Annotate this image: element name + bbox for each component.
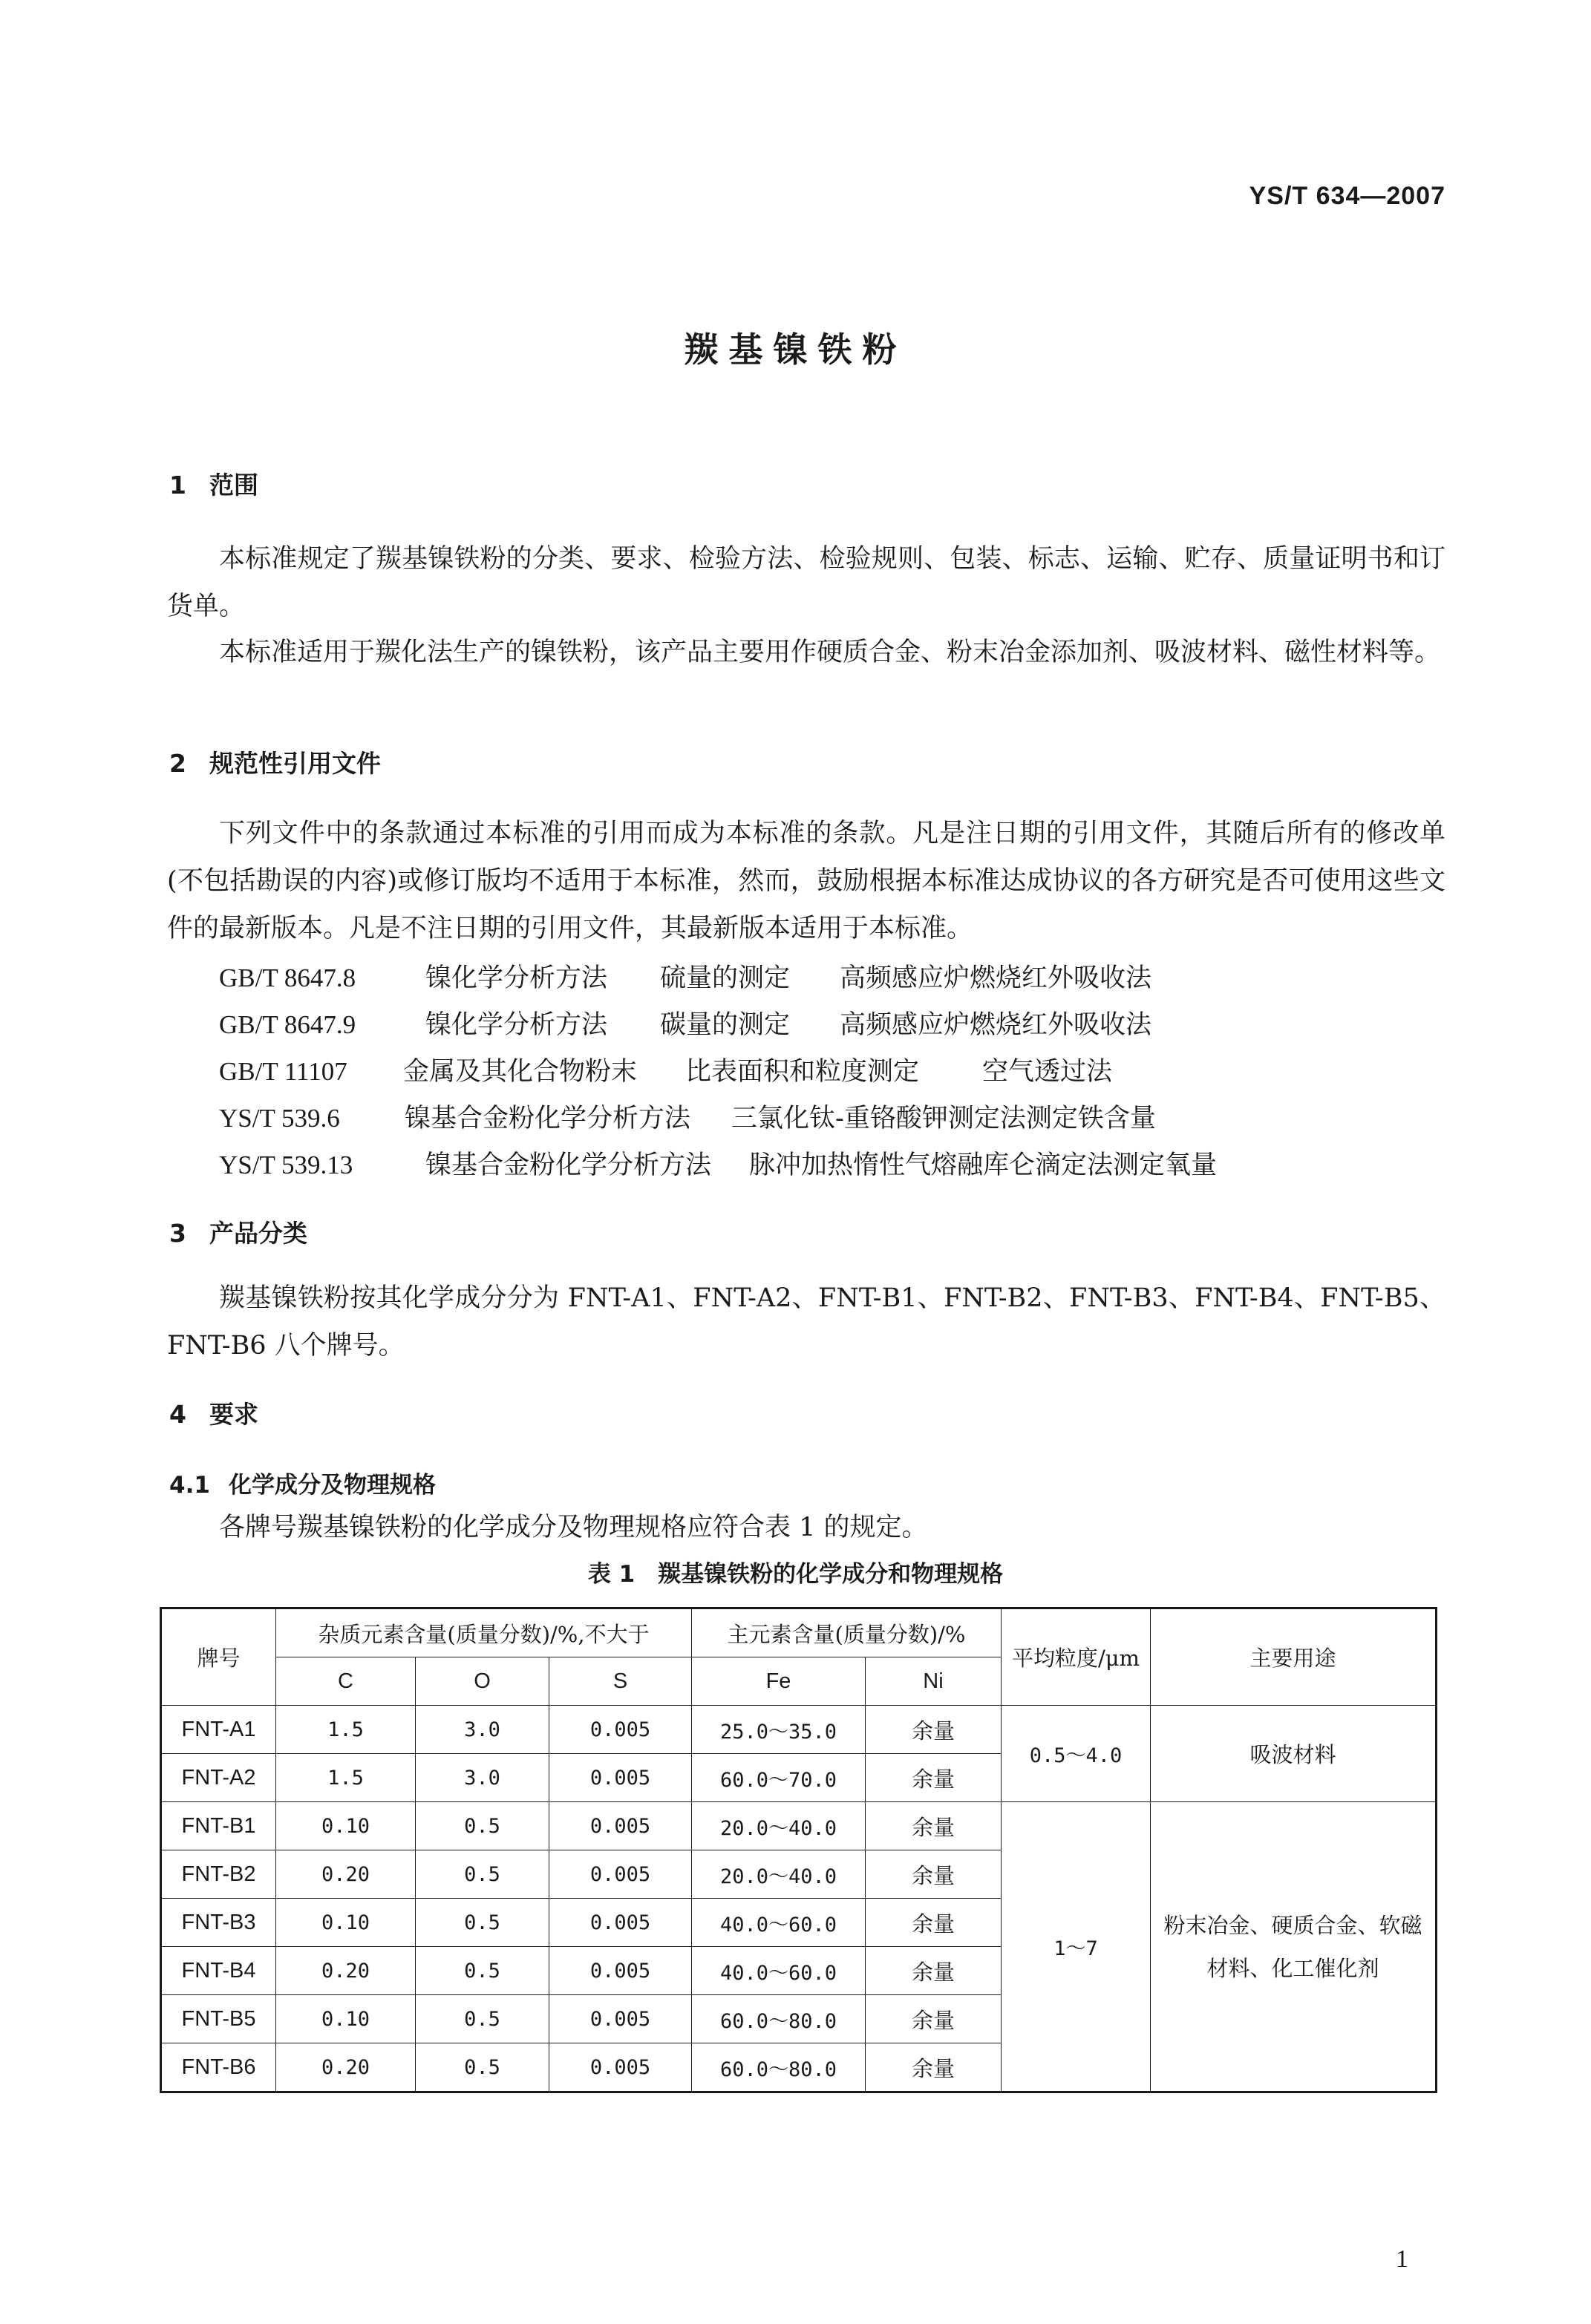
table-row [161, 1802, 1437, 1850]
cell-o: 0.5 [416, 1850, 549, 1899]
section-number: 4 [169, 1400, 186, 1429]
cell-particle-size: 1～7 [1002, 1802, 1151, 2092]
reference-code: GB/T 11107 [219, 1057, 347, 1086]
reference-item-text: 碳量的测定 [660, 1010, 791, 1040]
cell-grade: FNT-B4 [161, 1947, 276, 1995]
reference-item-text: 三氯化钛-重铬酸钾测定法测定铁含量 [731, 1104, 1156, 1133]
reference-method: 空气透过法 [982, 1057, 1113, 1087]
table-1 [160, 1607, 1437, 2093]
cell-ni: 余量 [866, 2043, 1002, 2092]
header-o: O [416, 1657, 549, 1706]
cell-grade: FNT-B1 [161, 1802, 276, 1850]
header-c: C [276, 1657, 416, 1706]
cell-s: 0.005 [549, 1850, 692, 1899]
header-ni: Ni [866, 1657, 1002, 1706]
cell-main-use: 吸波材料 [1151, 1706, 1437, 1802]
section-4-heading [169, 1395, 258, 1430]
reference-item [219, 1051, 1112, 1088]
cell-c: 0.20 [276, 1947, 416, 1995]
cell-ni: 余量 [866, 1850, 1002, 1899]
cell-c: 1.5 [276, 1706, 416, 1754]
table-1-caption: 表 1 羰基镍铁粉的化学成分和物理规格 [587, 1561, 1004, 1588]
cell-fe: 40.0～60.0 [692, 1947, 866, 1995]
cell-fe: 60.0～70.0 [692, 1754, 866, 1802]
cell-c: 0.10 [276, 1899, 416, 1947]
reference-name: 镍基合金粉化学分析方法 [405, 1104, 691, 1133]
cell-o: 0.5 [416, 1995, 549, 2043]
table-header-row [161, 1608, 1437, 1657]
section-number: 2 [169, 749, 186, 778]
cell-s: 0.005 [549, 1706, 692, 1754]
cell-c: 0.10 [276, 1995, 416, 2043]
cell-s: 0.005 [549, 1899, 692, 1947]
cell-fe: 20.0～40.0 [692, 1850, 866, 1899]
reference-item [219, 1145, 1217, 1182]
section-3-heading [169, 1214, 307, 1249]
cell-c: 1.5 [276, 1754, 416, 1802]
cell-ni: 余量 [866, 1706, 1002, 1754]
section-1-paragraph-1: 本标准规定了羰基镍铁粉的分类、要求、检验方法、检验规则、包装、标志、运输、贮存、质量证明书和订货单。 [167, 544, 1445, 621]
cell-c: 0.20 [276, 1850, 416, 1899]
reference-name: 镍基合金粉化学分析方法 [425, 1150, 712, 1180]
cell-fe: 20.0～40.0 [692, 1802, 866, 1850]
reference-code: GB/T 8647.9 [219, 1010, 356, 1039]
header-s: S [549, 1657, 692, 1706]
header-main-element: 主元素含量(质量分数)/% [692, 1608, 1002, 1657]
reference-item-text: 脉冲加热惰性气熔融库仑滴定法测定氧量 [749, 1150, 1218, 1180]
cell-particle-size: 0.5～4.0 [1002, 1706, 1151, 1802]
cell-ni: 余量 [866, 1802, 1002, 1850]
subsection-number: 4.1 [169, 1472, 210, 1499]
cell-o: 3.0 [416, 1706, 549, 1754]
section-title: 要求 [209, 1400, 258, 1429]
reference-method: 高频感应炉燃烧红外吸收法 [840, 1010, 1152, 1040]
reference-item [219, 958, 1151, 995]
cell-s: 0.005 [549, 1995, 692, 2043]
cell-grade: FNT-A2 [161, 1754, 276, 1802]
cell-s: 0.005 [549, 1754, 692, 1802]
header-grade: 牌号 [161, 1608, 276, 1706]
reference-code: YS/T 539.13 [219, 1150, 353, 1179]
cell-s: 0.005 [549, 1802, 692, 1850]
subsection-4-1-paragraph: 各牌号羰基镍铁粉的化学成分及物理规格应符合表 1 的规定。 [219, 1513, 928, 1542]
header-fe: Fe [692, 1657, 866, 1706]
reference-name: 金属及其化合物粉末 [403, 1057, 638, 1087]
reference-code: GB/T 8647.8 [219, 963, 356, 992]
subsection-4-1-heading [169, 1466, 436, 1499]
section-title: 范围 [209, 471, 258, 500]
reference-method: 高频感应炉燃烧红外吸收法 [840, 963, 1152, 993]
cell-o: 0.5 [416, 1947, 549, 1995]
cell-ni: 余量 [866, 1947, 1002, 1995]
reference-code: YS/T 539.6 [219, 1104, 340, 1133]
document-title: 羰基镍铁粉 [684, 330, 907, 370]
cell-c: 0.20 [276, 2043, 416, 2092]
table-row [161, 1706, 1437, 1754]
cell-grade: FNT-B5 [161, 1995, 276, 2043]
section-1-paragraph-2: 本标准适用于羰化法生产的镍铁粉，该产品主要用作硬质合金、粉末冶金添加剂、吸波材料、磁性材料等。 [219, 638, 1441, 667]
cell-c: 0.10 [276, 1802, 416, 1850]
section-2-paragraph-1: 下列文件中的条款通过本标准的引用而成为本标准的条款。凡是注日期的引用文件，其随后所有的修改单(不包括勘误的内容)或修订版均不适用于本标准，然而，鼓励根据本标准达成协议的各方研究是否可使用这些文件的最新版本。凡是不注日期的引用文件，其最新版本适用于本标准。 [167, 819, 1445, 943]
cell-ni: 余量 [866, 1754, 1002, 1802]
reference-item [219, 1004, 1151, 1041]
cell-o: 3.0 [416, 1754, 549, 1802]
section-1-heading [169, 466, 258, 501]
cell-s: 0.005 [549, 2043, 692, 2092]
cell-grade: FNT-B2 [161, 1850, 276, 1899]
cell-ni: 余量 [866, 1995, 1002, 2043]
cell-o: 0.5 [416, 1899, 549, 1947]
cell-fe: 40.0～60.0 [692, 1899, 866, 1947]
section-2-heading [169, 744, 381, 779]
cell-main-use: 粉末冶金、硬质合金、软磁材料、化工催化剂 [1151, 1802, 1437, 2092]
cell-grade: FNT-B6 [161, 2043, 276, 2092]
reference-item-text: 比表面积和粒度测定 [685, 1057, 920, 1087]
reference-name: 镍化学分析方法 [425, 963, 608, 993]
section-title: 产品分类 [209, 1219, 307, 1248]
section-3-paragraph-1: 羰基镍铁粉按其化学成分分为 FNT-A1、FNT-A2、FNT-B1、FNT-B2、FNT-B3、FNT-B4、FNT-B5、FNT-B6 八个牌号。 [167, 1283, 1445, 1361]
cell-s: 0.005 [549, 1947, 692, 1995]
reference-item-text: 硫量的测定 [660, 963, 791, 993]
cell-grade: FNT-A1 [161, 1706, 276, 1754]
cell-fe: 25.0～35.0 [692, 1706, 866, 1754]
section-title: 规范性引用文件 [209, 749, 381, 778]
page-number: 1 [1396, 2245, 1408, 2273]
subsection-title: 化学成分及物理规格 [229, 1472, 436, 1499]
reference-name: 镍化学分析方法 [425, 1010, 608, 1040]
cell-grade: FNT-B3 [161, 1899, 276, 1947]
section-number: 3 [169, 1219, 186, 1248]
cell-fe: 60.0～80.0 [692, 1995, 866, 2043]
header-main-use: 主要用途 [1151, 1608, 1437, 1706]
section-number: 1 [169, 471, 186, 500]
reference-item [219, 1098, 1156, 1135]
standard-number: YS/T 634—2007 [1249, 182, 1445, 210]
cell-ni: 余量 [866, 1899, 1002, 1947]
header-particle-size: 平均粒度/μm [1002, 1608, 1151, 1706]
cell-o: 0.5 [416, 2043, 549, 2092]
cell-fe: 60.0～80.0 [692, 2043, 866, 2092]
header-impurity: 杂质元素含量(质量分数)/%,不大于 [276, 1608, 692, 1657]
cell-o: 0.5 [416, 1802, 549, 1850]
